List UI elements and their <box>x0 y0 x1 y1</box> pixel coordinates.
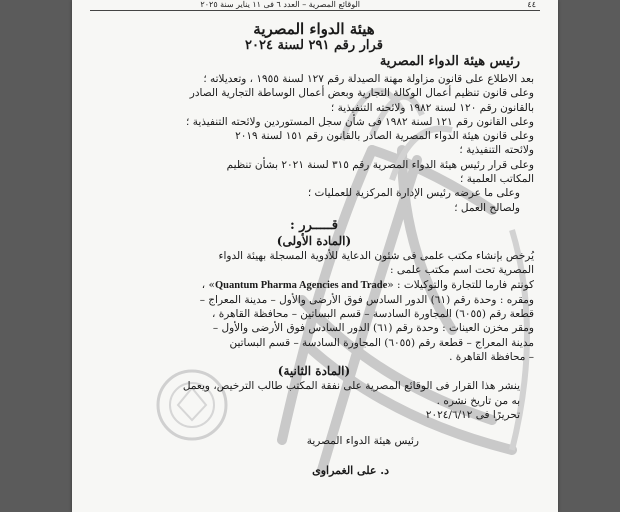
warehouse-line: مدينة المعراج – قطعة رقم (٦٠٥٥) المجاورة السادسة – قسم البساتين <box>229 336 534 349</box>
company-name-english: Quantum Pharma Agencies and Trade <box>214 279 388 291</box>
preamble-line: ولصالح العمل ؛ <box>454 201 520 214</box>
article-2-heading: (المادة الثانية) <box>277 364 351 379</box>
article-2-line: به من تاريخ نشره . <box>436 394 520 407</box>
article-1-line: يُرخص بإنشاء مكتب علمى فى شئون الدعاية للأدوية المسجلة بهيئة الدواء <box>218 249 534 262</box>
company-name-suffix: » ، <box>201 278 215 291</box>
preamble-line: بعد الاطلاع على قانون مزاولة مهنة الصيدلة رقم ١٢٧ لسنة ١٩٥٥ ، وتعديلاته ؛ <box>203 73 534 85</box>
running-title: الوقائع المصرية – العدد ٦ فى ١١ يناير سنة ٢٠٢٥ <box>200 0 360 9</box>
authority-title: هيئة الدواء المصرية <box>253 20 375 38</box>
decree-body <box>94 20 534 478</box>
viewer-background-left <box>0 0 72 512</box>
preamble-line: وعلى ما عرضه رئيس الإدارة المركزية للعمليات ؛ <box>307 187 520 200</box>
headquarters-line: قطعة رقم (٦٠٥٥) المجاورة السادسة – قسم البساتين – محافظة القاهرة ، <box>212 308 534 321</box>
document-page <box>72 0 558 512</box>
page-number: ٤٤ <box>527 0 536 9</box>
company-name-prefix: كونتم فارما للتجارة والتوكيلات : « <box>387 278 534 291</box>
decree-title: قرار رقم ٢٩١ لسنة ٢٠٢٤ <box>245 38 383 53</box>
issuer-heading: رئيس هيئة الدواء المصرية <box>379 54 520 69</box>
decides-heading: قـــــرر : <box>289 217 339 233</box>
article-1-line: المصرية تحت اسم مكتب علمى : <box>389 264 534 277</box>
preamble-line: وعلى قانون تنظيم أعمال الوكالة التجارية وبعض أعمال الوساطة التجارية الصادر <box>189 87 534 100</box>
headquarters-line: ومقره : وحدة رقم (٦١) الدور السادس فوق الأرضى والأول – مدينة المعراج – <box>199 293 534 306</box>
preamble-line: المكاتب العلمية ؛ <box>460 173 534 186</box>
signature-title: رئيس هيئة الدواء المصرية <box>306 435 419 448</box>
page-header <box>90 0 540 11</box>
viewer-background-right <box>558 0 620 512</box>
company-name-line <box>94 278 534 293</box>
decree-date: تحريرًا فى ٢٠٢٤/٦/١٢ <box>425 408 520 421</box>
signature-name: د. على الغمراوى <box>312 464 389 478</box>
article-1-heading: (المادة الأولى) <box>276 233 352 248</box>
preamble-line: بالقانون رقم ١٢٠ لسنة ١٩٨٢ ولائحته التنفيذية ؛ <box>330 101 534 114</box>
preamble-line: وعلى قانون هيئة الدواء المصرية الصادر بالقانون رقم ١٥١ لسنة ٢٠١٩ <box>235 130 534 143</box>
warehouse-line: ومقر مخزن العينات : وحدة رقم (٦١) الدور السادس فوق الأرضى والأول – <box>212 322 534 335</box>
preamble-line: وعلى القانون رقم ١٢١ لسنة ١٩٨٢ فى شأن سجل المستوردين ولائحته التنفيذية ؛ <box>186 115 534 128</box>
warehouse-line: – محافظة القاهرة . <box>449 351 534 364</box>
preamble-line: وعلى قرار رئيس هيئة الدواء المصرية رقم ٣١٥ لسنة ٢٠٢١ بشأن تنظيم <box>226 158 534 171</box>
article-2-line: ينشر هذا القرار فى الوقائع المصرية على نفقة المكتب طالب الترخيص، ويعمل <box>182 380 520 393</box>
preamble-line: ولائحته التنفيذية ؛ <box>459 144 534 157</box>
